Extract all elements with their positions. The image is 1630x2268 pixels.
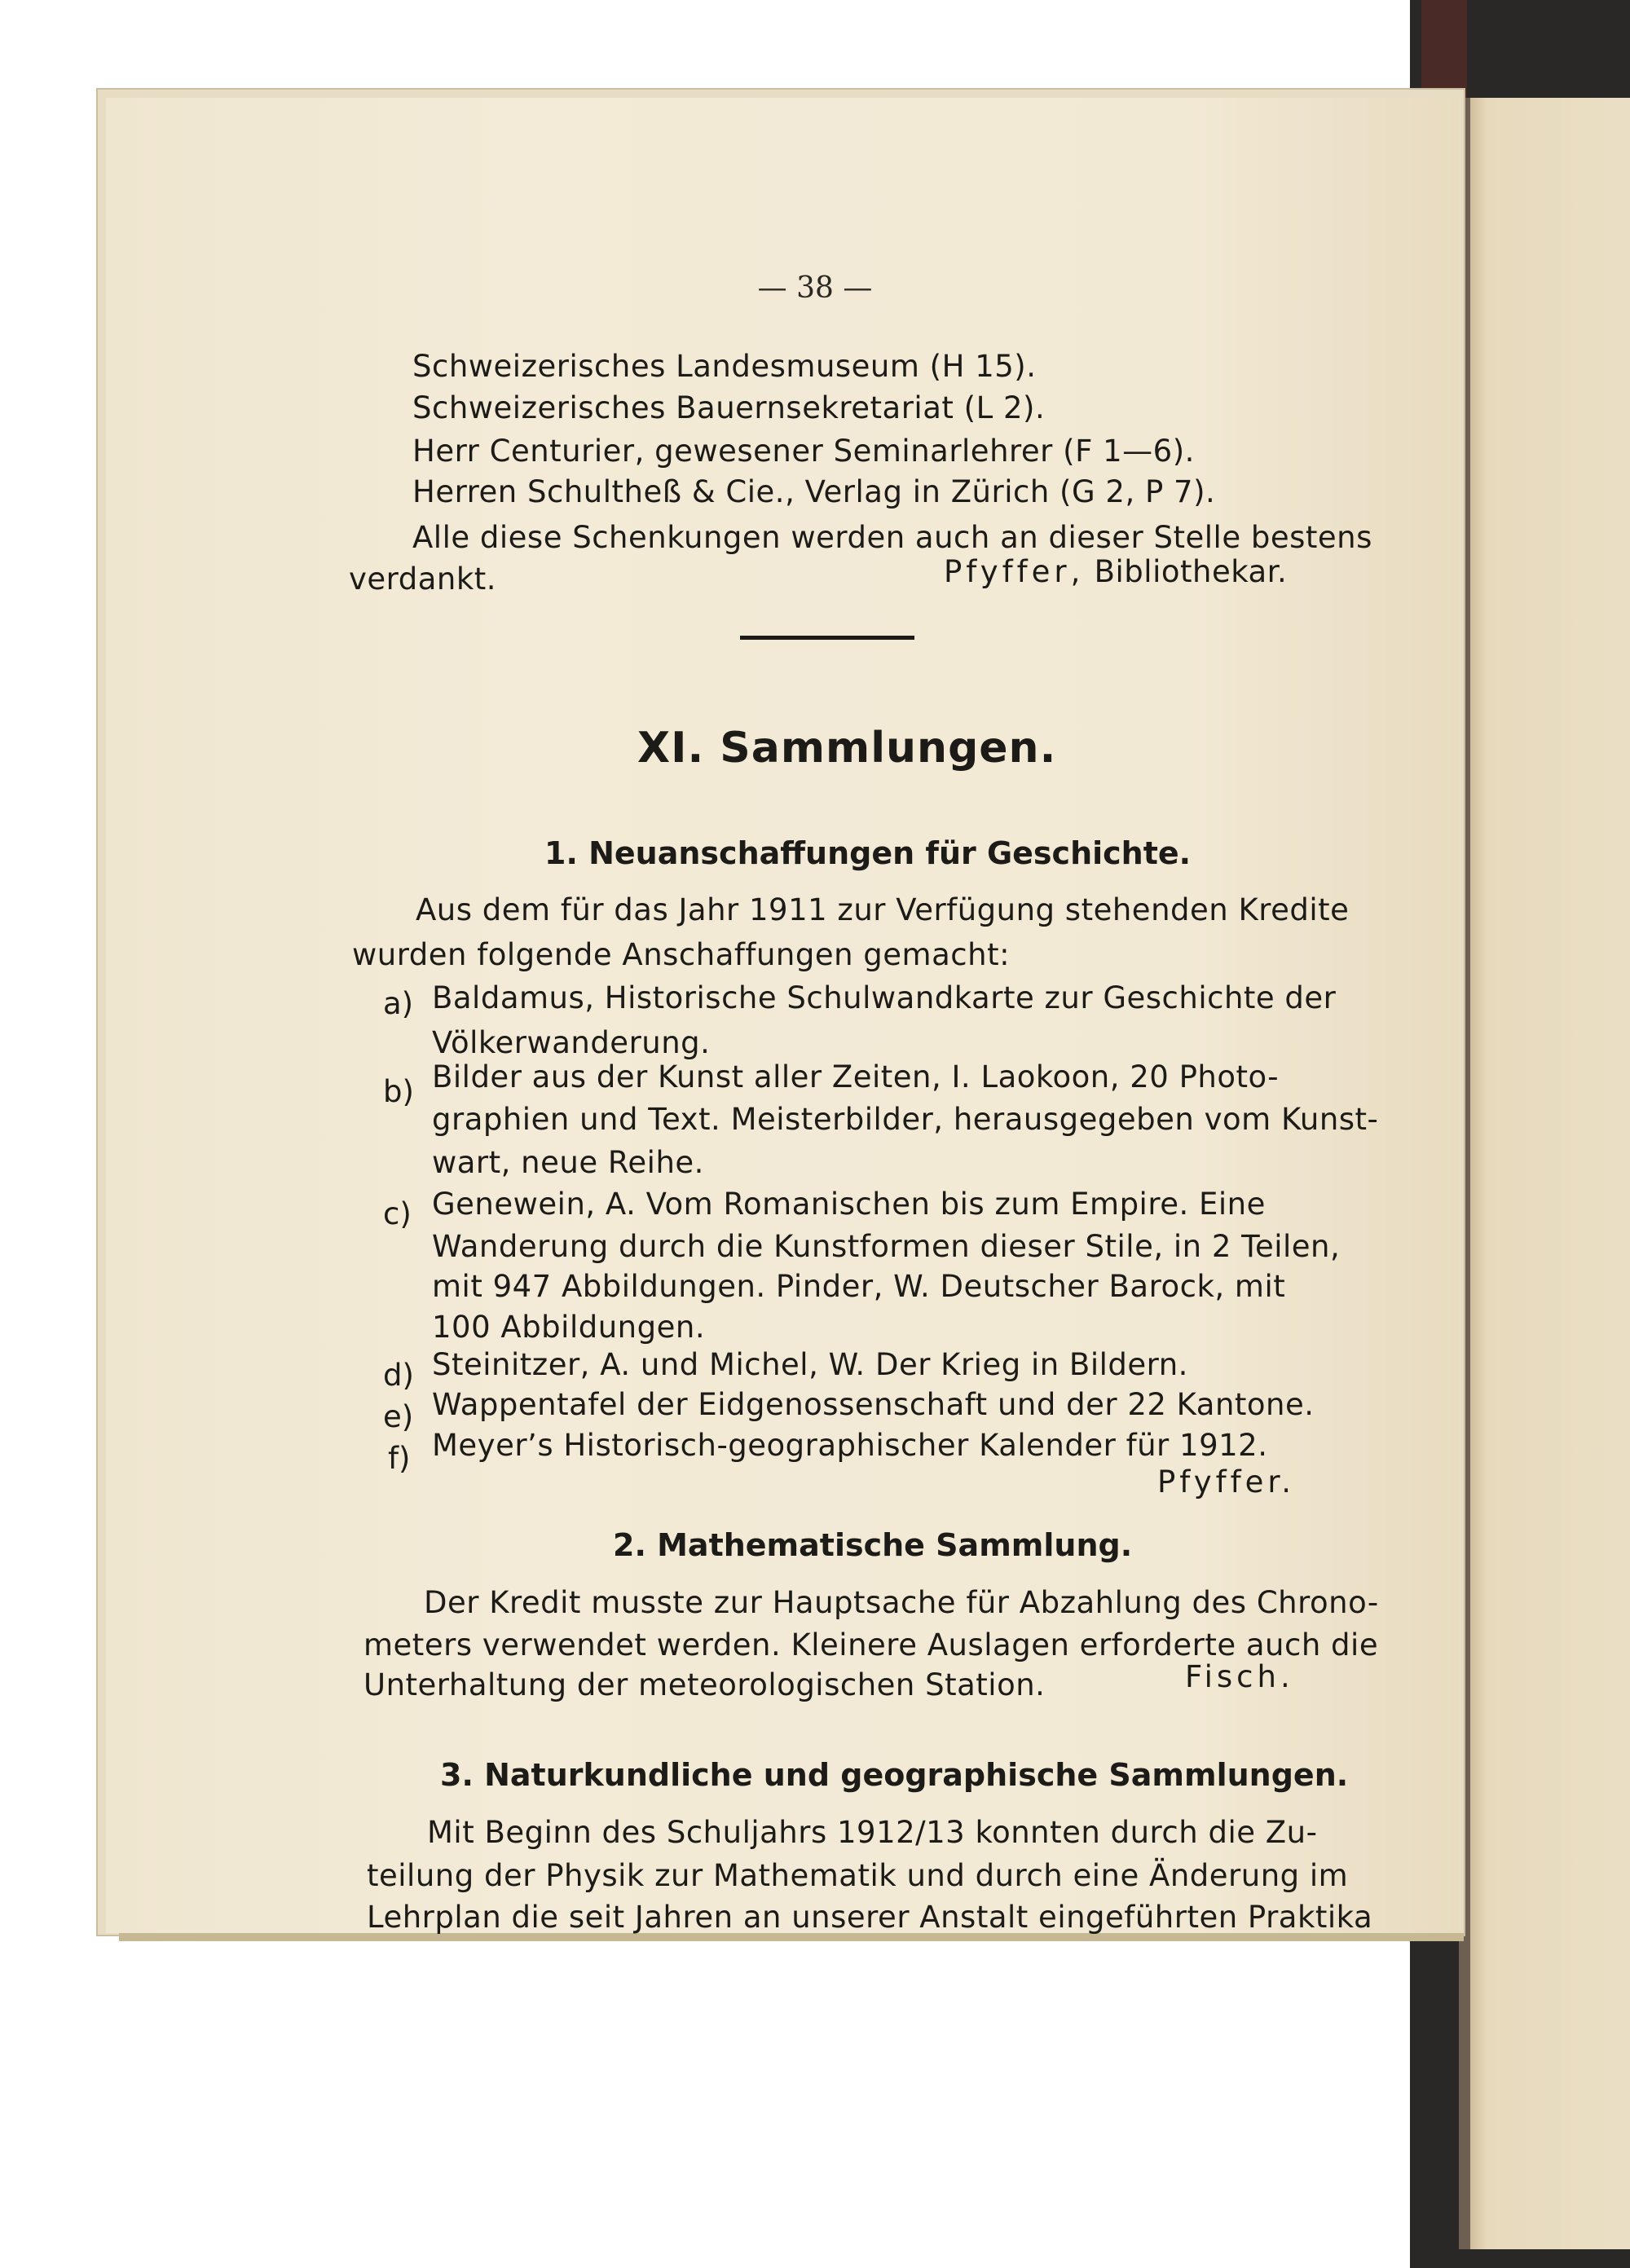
librarian-signature: Pfyffer, Bibliothekar.	[944, 554, 1288, 589]
body-line: Aus dem für das Jahr 1911 zur Verfügung stehenden Kredite	[416, 892, 1350, 927]
body-line: wurden folgende Anschaffungen gemacht:	[352, 937, 1011, 972]
body-line: Der Kredit musste zur Hauptsache für Abzahlung des Chrono-	[424, 1585, 1379, 1620]
thanks-line: verdankt.	[349, 561, 497, 597]
body-line: teilung der Physik zur Mathematik und durch eine Änderung im	[367, 1858, 1349, 1893]
list-marker: e)	[383, 1399, 414, 1434]
subsection-title: 3. Naturkundliche und geographische Sammlungen.	[440, 1757, 1349, 1793]
donor-line: Herren Schultheß & Cie., Verlag in Zürich (G 2, P 7).	[412, 474, 1216, 509]
section-divider	[740, 636, 914, 640]
math-signature: Fisch.	[1185, 1659, 1294, 1694]
list-marker: d)	[383, 1358, 414, 1393]
list-item-line: Wappentafel der Eidgenossenschaft und der 22 Kantone.	[432, 1387, 1315, 1422]
facing-page-edge	[1467, 98, 1630, 2249]
donor-line: Schweizerisches Landesmuseum (H 15).	[412, 349, 1037, 384]
donor-line: Schweizerisches Bauernsekretariat (L 2).	[412, 390, 1046, 425]
list-item-line: Steinitzer, A. und Michel, W. Der Krieg in Bildern.	[432, 1347, 1188, 1382]
list-item-line: Bilder aus der Kunst aller Zeiten, I. Laokoon, 20 Photo-	[432, 1059, 1280, 1094]
subsection-title: 1. Neuanschaffungen für Geschichte.	[544, 835, 1192, 871]
subsection-title: 2. Mathematische Sammlung.	[613, 1527, 1133, 1563]
list-item-line: Genewein, A. Vom Romanischen bis zum Empire. Eine	[432, 1187, 1266, 1222]
page-number: — 38 —	[757, 271, 873, 305]
list-item-line: 100 Abbildungen.	[432, 1310, 706, 1345]
list-marker: b)	[383, 1074, 414, 1109]
body-line: Mit Beginn des Schuljahrs 1912/13 konnten durch die Zu-	[427, 1815, 1318, 1850]
body-line: meters verwendet werden. Kleinere Auslagen erforderte auch die	[363, 1627, 1379, 1662]
donor-line: Herr Centurier, gewesener Seminarlehrer (F 1—6).	[412, 434, 1195, 469]
body-line: Unterhaltung der meteorologischen Station.	[363, 1667, 1046, 1702]
list-item-line: Meyer’s Historisch-geographischer Kalender für 1912.	[432, 1428, 1268, 1463]
history-signature: Pfyffer.	[1157, 1464, 1295, 1500]
body-line: Lehrplan die seit Jahren an unserer Anstalt eingeführten Praktika	[367, 1900, 1373, 1935]
list-marker: f)	[388, 1441, 411, 1476]
list-item-line: Völkerwanderung.	[432, 1025, 711, 1060]
thanks-line: Alle diese Schenkungen werden auch an dieser Stelle bestens	[412, 520, 1372, 555]
list-item-line: Wanderung durch die Kunstformen dieser Stile, in 2 Teilen,	[432, 1229, 1341, 1264]
list-item-line: graphien und Text. Meisterbilder, herausgegeben vom Kunst-	[432, 1102, 1379, 1137]
list-marker: a)	[383, 986, 414, 1021]
section-title: XI. Sammlungen.	[637, 724, 1057, 773]
list-item-line: Baldamus, Historische Schulwandkarte zur Geschichte der	[432, 980, 1337, 1015]
list-item-line: mit 947 Abbildungen. Pinder, W. Deutscher Barock, mit	[432, 1269, 1286, 1304]
list-item-line: wart, neue Reihe.	[432, 1145, 704, 1180]
list-marker: c)	[383, 1196, 412, 1231]
